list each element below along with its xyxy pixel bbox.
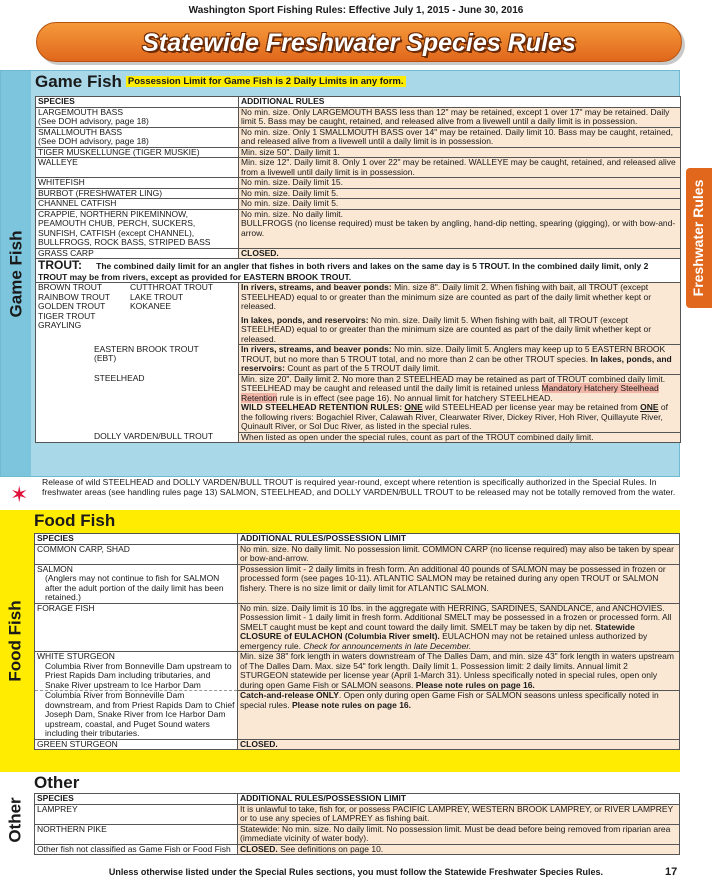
star-icon: ✶ [10,482,29,507]
species-cell: WALLEYE [36,158,239,178]
wild-rule-a: wild STEELHEAD per license year may be retained from [422,402,641,413]
other-table [34,793,680,855]
species-header: SPECIES [36,97,239,108]
food-fish-heading: Food Fish [34,511,116,530]
salmon-rules: Possession limit - 2 daily limits in fresh form. An additional 40 pounds of SALMON may be possessed in frozen or processed form (see pages 10-11). ATLANTIC SALMON may be retained during any open TROUT or SALMON fishery. There is no size limit or daily limit for ATLANTIC SALMON. [238,564,680,603]
section-tab [686,168,712,308]
salmon-note: (Anglers may not continue to fish for SALMON after the adult portion of the daily limit has been retained.) [45,573,224,603]
green-sturgeon-species: GREEN STURGEON [35,739,238,750]
steelhead-rule-a: Min. size 20". Daily limit 2. No more than 2 STEELHEAD may be retained as part of TROUT combined daily limit. STEELHEAD may be caught and released until the daily limit is retained unless [241,373,666,394]
rules-cell: No min. size. No daily limit. BULLFROGS (no license required) must be taken by angling, hand-dip netting, spearing (gigging), or with bow-and-arrow. [239,209,681,248]
lakes-rule: No min. size. Daily limit 5. When fishing with bait, all TROUT (except STEELHEAD) equal to or greater than the minimum size are counted as part of the daily limit whether kept or released. [241,314,652,344]
pike-species: NORTHERN PIKE [35,824,238,844]
sturgeon-rule-1-note: Please note rules on page 16. [415,679,535,690]
sturgeon-area-1: Columbia River from Bonneville Dam upstream to Priest Rapids Dam including tributaries, and Snake River upstream to Ice Harbor Dam [45,660,232,690]
sturgeon-catch-release: Catch-and-release ONLY [240,690,339,701]
wild-one: ONE [404,402,423,413]
footer-note: Unless otherwise listed under the Special Rules sections, you must follow the Statewide Freshwater Species Rules. [108,867,604,877]
game-fish-row [36,158,681,178]
page-banner [36,22,682,62]
food-fish-section [0,510,680,772]
sturgeon-rule-2-note: Please note rules on page 16. [291,699,412,710]
salmon-name: SALMON [37,563,73,574]
forage-closure: Statewide CLOSURE of EULACHON (Columbia River smelt). [240,621,635,642]
carp-rules: No min. size. No daily limit. No possession limit. COMMON CARP (no license required) may also be taken by spear or bow-and-arrow. [238,544,680,564]
sturgeon-species [35,652,238,691]
rules-cell: No min. size. Daily limit 5. [239,199,681,210]
possession-limit-note: Possession Limit for Game Fish is 2 Daily Limits in any form. [127,76,404,87]
species-cell: CHANNEL CATFISH [36,199,239,210]
trout-species-cell [36,283,239,345]
game-fish-row [36,147,681,158]
forage-rule-b: EULACHON may not be retained unless authorized by emergency rule. [240,631,648,651]
ebt-rivers-rule: No min. size. Daily limit 5. Anglers may keep up to 5 EASTERN BROOK TROUT, but no more than 5 TROUT total, and no more than 2 can be other TROUT species. [241,344,666,364]
rivers-label: In rivers, streams, and beaver ponds: [241,282,392,293]
steelhead-highlight: Mandatory Hatchery Steelhead Retention [241,383,659,403]
species-cell: SMALLMOUTH BASS (See DOH advisory, page 18) [36,127,239,147]
game-fish-side-label: Game Fish [6,230,26,317]
forage-announcement: Check for announcements in late December. [303,640,472,651]
food-fish-table [34,533,680,750]
ebt-lakes-label: In lakes, ponds, and reservoirs: [241,353,672,374]
rivers-rule: Min. size 8". Daily limit 2. When fishing with bait, all TROUT (except STEELHEAD) equal to or greater than the minimum size are counted as part of the daily limit whether kept or released. [241,282,652,312]
game-fish-row [36,178,681,189]
steelhead-rule-b: rule is in effect (see page 16). No annual limit for hatchery STEELHEAD. [277,392,553,403]
forage-rules [238,603,680,652]
game-fish-band [1,71,31,476]
ebt-rules [239,345,681,375]
pike-rules: Statewide: No min. size. No daily limit. No possession limit. Must be dead before being removed from riparian area (immediate vicinity of water body). [238,824,680,844]
rules-cell: No min. size. Daily limit 5. [239,188,681,199]
species-header: SPECIES [35,794,238,805]
food-fish-side-label: Food Fish [5,600,25,682]
game-fish-section [0,70,680,477]
rules-cell: No min. size. Daily limit 15. [239,178,681,189]
species-cell: TIGER MUSKELLUNGE (TIGER MUSKIE) [36,147,239,158]
release-note: Release of wild STEELHEAD and DOLLY VARDEN/BULL TROUT is required year-round, except where retention is specifically authorized in the Special Rules. In freshwater areas (see handling rules page 13) SALMON, STEELHEAD, and DOLLY VARDEN/BULL TROUT to be released may not be totally removed from the water. [42,477,676,497]
steelhead-species: STEELHEAD [36,374,239,432]
sturgeon-area-2: Columbia River from Bonneville Dam downstream, and from Priest Rapids Dam to Chief Joseph Dam, Snake River from Ice Harbor Dam upstream, coastal, and Puget Sound waters including their tributaries. [35,691,238,740]
lamprey-species: LAMPREY [35,804,238,824]
page-title: Statewide Freshwater Species Rules [142,29,576,57]
game-fish-heading [35,72,406,91]
rules-header: ADDITIONAL RULES/POSSESSION LIMIT [238,794,680,805]
ebt-lakes-rule: Count as part of the 5 TROUT daily limit. [284,363,441,374]
trout-label: TROUT: [38,258,82,273]
sturgeon-name: WHITE STURGEON [37,651,115,662]
sturgeon-rules-1 [238,652,680,691]
salmon-species [35,564,238,603]
rules-header: ADDITIONAL RULES/POSSESSION LIMIT [238,534,680,545]
species-cell: BURBOT (FRESHWATER LING) [36,188,239,199]
lakes-label: In lakes, ponds, and reservoirs: [241,314,369,325]
rules-cell: No min. size. Only LARGEMOUTH BASS less than 12" may be retained, except 1 over 17" may be retained. Daily limit 5. Bass may be caught, retained, and released alive from a livewell until a daily limit is in possession. [239,107,681,127]
game-fish-row [36,199,681,210]
forage-species: FORAGE FISH [35,603,238,652]
section-tab-label: Freshwater Rules [690,179,707,297]
game-fish-table [35,96,681,443]
trout-species-list-b: CUTTHROAT TROUT LAKE TROUT KOKANEE [130,282,214,312]
rules-cell: Min. size 50". Daily limit 1. [239,147,681,158]
wild-one-2: ONE [640,402,659,413]
species-header: SPECIES [35,534,238,545]
sturgeon-rule-2: . Open only during open Game Fish or SALMON seasons unless specifically noted in special rules. [240,690,659,710]
game-fish-row [36,188,681,199]
ebt-rivers-label: In rivers, streams, and beaver ponds: [241,344,392,355]
species-cell: WHITEFISH [36,178,239,189]
trout-rules-cell [239,283,681,345]
other-fish-species: Other fish not classified as Game Fish or Food Fish [35,844,238,855]
publication-header: Washington Sport Fishing Rules: Effective July 1, 2015 - June 30, 2016 [188,5,524,16]
game-fish-title: Game Fish [35,72,122,91]
other-side-label: Other [5,797,25,843]
rules-header: ADDITIONAL RULES [239,97,681,108]
sturgeon-rule-1: Min. size 38" fork length in waters downstream of The Dalles Dam, and min. size 43" fork length in waters upstream of The Dalles Dam. Max. size 54" fork length. Daily limit 1. Possession limit: 2 daily limits. Annual limit 2 STURGEON statewide per license year (April 1-March 31). Unless specifically noted in special rules, open only during open Game Fish or SALMON seasons. [240,651,674,690]
food-fish-band [0,510,30,772]
wild-rule-b: of the following rivers: Bogachiel River, Calawah River, Clearwater River, Dickey River, Hoh River, Quillayute River, Quinault River, or Sol Duc River, as listed in the special rules. [241,402,668,432]
rules-cell: Min. size 12". Daily limit 8. Only 1 over 22" may be retained. WALLEYE may be caught, retained, and released alive from a livewell until daily limit is in possession. [239,158,681,178]
trout-species-list-a: BROWN TROUT RAINBOW TROUT GOLDEN TROUT TIGER TROUT GRAYLING [38,282,111,331]
carp-species: COMMON CARP, SHAD [35,544,238,564]
game-fish-row [36,127,681,147]
green-sturgeon-rules: CLOSED. [238,739,680,750]
trout-intro-text: The combined daily limit for an angler that fishes in both rivers and lakes on the same day is 5 TROUT. In the combined daily limit, only 2 TROUT may be from rivers, except as provided for EASTERN BROOK TROUT. [38,261,649,282]
trout-intro [36,259,681,283]
other-definitions: See definitions on page 10. [277,843,384,854]
other-closed: CLOSED. [240,843,278,854]
dolly-varden-species: DOLLY VARDEN/BULL TROUT [36,432,239,443]
wild-steelhead-label: WILD STEELHEAD RETENTION RULES: [241,402,405,413]
lamprey-rules: It is unlawful to take, fish for, or possess PACIFIC LAMPREY, WESTERN BROOK LAMPREY, or RIVER LAMPREY or to use any species of LAMPREY as fishing bait. [238,804,680,824]
rules-cell: No min. size. Only 1 SMALLMOUTH BASS over 14" may be retained. Daily limit 10. Bass may be caught, retained, and released alive from a livewell until a daily limit is in possession. [239,127,681,147]
species-cell: GRASS CARP [36,248,239,259]
other-section [0,772,680,868]
sturgeon-rules-2 [238,691,680,740]
dolly-varden-rules: When listed as open under the special rules, count as part of the TROUT combined daily limit. [239,432,681,443]
page-number: 17 [665,866,678,878]
species-cell: LARGEMOUTH BASS (See DOH advisory, page 18) [36,107,239,127]
ebt-species: EASTERN BROOK TROUT (EBT) [36,345,239,375]
game-fish-row [36,209,681,248]
rules-cell: CLOSED. [239,248,681,259]
other-heading: Other [34,773,80,792]
forage-rule-a: No min. size. Daily limit is 10 lbs. in the aggregate with HERRING, SARDINES, SANDLANCE, and ANCHOVIES. Possession limit - 1 daily limit in fresh form. Additional SMELT may be possessed in a frozen or processed form. All SMELT caught must be kept and count toward the daily limit. SMELT may be taken by dip net. [240,602,672,632]
game-fish-row [36,107,681,127]
other-band [0,772,30,868]
game-fish-row [36,248,681,259]
species-cell: CRAPPIE, NORTHERN PIKEMINNOW, PEAMOUTH CHUB, PERCH, SUCKERS, SUNFISH, CATFISH (except CHANNEL), BULLFROGS, ROCK BASS, STRIPED BASS [36,209,239,248]
other-fish-rules [238,844,680,855]
steelhead-rules [239,374,681,432]
